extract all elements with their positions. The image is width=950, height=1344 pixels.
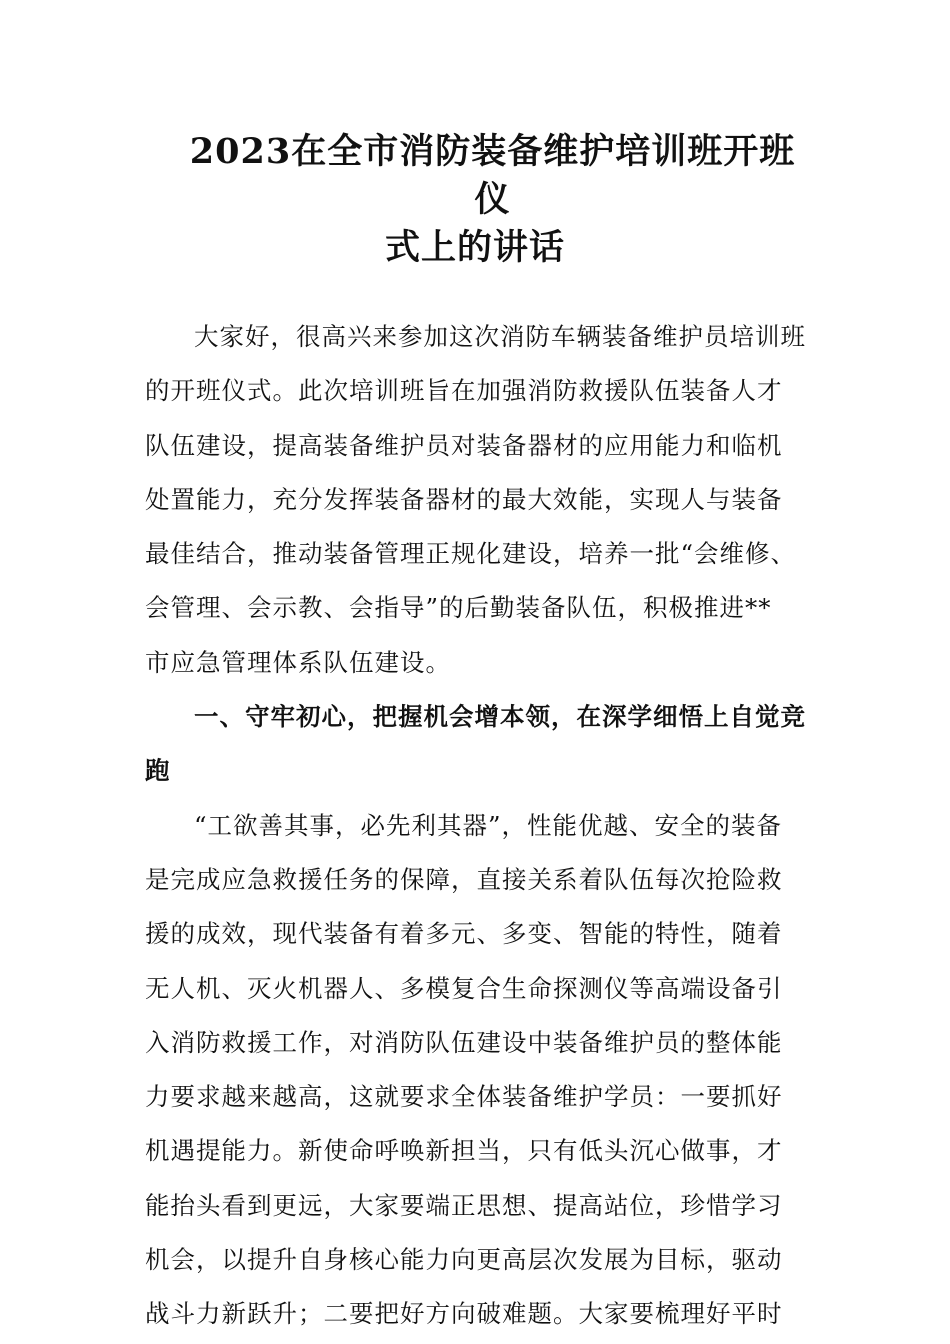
text-line: 是完成应急救援任务的保障，直接关系着队伍每次抢险救 (145, 864, 783, 894)
text-line: 战斗力新跃升；二要把好方向破难题。大家要梳理好平时 (145, 1299, 783, 1329)
text-line: 队伍建设，提高装备维护员对装备器材的应用能力和临机 (145, 430, 783, 460)
heading-line: 一、守牢初心，把握机会增本领，在深学细悟上自觉竞 (194, 702, 806, 732)
heading-line: 跑 (145, 756, 171, 786)
title-line-2: 式上的讲话 (384, 227, 565, 268)
paragraph-section-1 (145, 799, 805, 1342)
document-title (145, 0, 805, 272)
text-line: “工欲善其事，必先利其器”，性能优越、安全的装备 (194, 810, 783, 840)
text-line: 援的成效，现代装备有着多元、多变、智能的特性，随着 (145, 919, 783, 949)
text-line: 能抬头看到更远，大家要端正思想、提高站位，珍惜学习 (145, 1190, 783, 1220)
text-line: 的开班仪式。此次培训班旨在加强消防救援队伍装备人才 (145, 376, 783, 406)
text-line: 处置能力，充分发挥装备器材的最大效能，实现人与装备 (145, 484, 783, 514)
text-line: 机遇提能力。新使命呼唤新担当，只有低头沉心做事，才 (145, 1136, 783, 1166)
text-line: 无人机、灭火机器人、多模复合生命探测仪等高端设备引 (145, 973, 783, 1003)
text-line: 最佳结合，推动装备管理正规化建设，培养一批“会维修、 (145, 539, 797, 569)
text-line: 会管理、会示教、会指导”的后勤装备队伍，积极推进** (145, 593, 772, 623)
text-line: 机会，以提升自身核心能力向更高层次发展为目标，驱动 (145, 1245, 783, 1275)
text-line: 大家好，很高兴来参加这次消防车辆装备维护员培训班 (194, 322, 806, 351)
paragraph-intro (145, 310, 805, 690)
document-body (145, 310, 805, 1342)
text-line: 市应急管理体系队伍建设。 (145, 647, 451, 677)
title-line-1: 2023在全市消防装备维护培训班开班仪 (189, 131, 796, 220)
section-heading-1 (145, 690, 805, 799)
text-line: 力要求越来越高，这就要求全体装备维护学员：一要抓好 (145, 1082, 783, 1112)
text-line: 入消防救援工作，对消防队伍建设中装备维护员的整体能 (145, 1027, 783, 1057)
document-page (145, 0, 805, 1342)
